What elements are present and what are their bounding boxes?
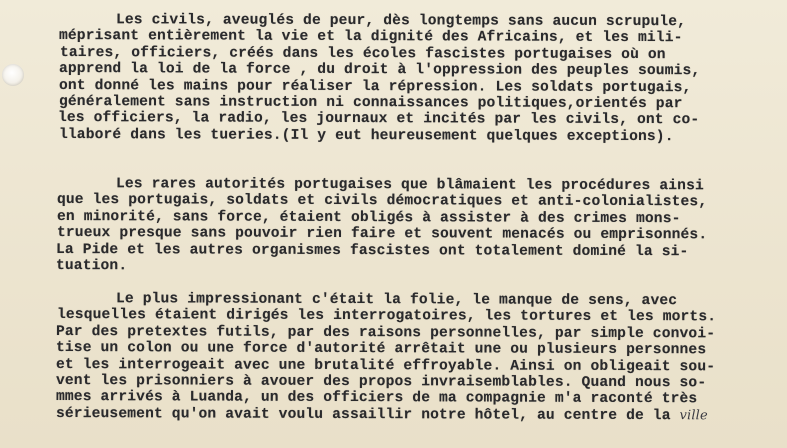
text-line: Les rares autorités portugaises que blâmaient les procédures ainsi xyxy=(115,176,704,195)
text-line: que les portugais, soldats et civils démocratiques et anti-colonialistes, xyxy=(56,192,708,211)
paragraph-autorites xyxy=(55,176,778,275)
text-line: les officiers, la radio, les journaux et incités par les civils, ont co- xyxy=(57,110,700,129)
text-line: apprend la loi de la force , du droit à l'oppression des peuples soumis, xyxy=(58,61,701,80)
handwritten-annotation: ville xyxy=(679,408,708,424)
text-line-content: sérieusement qu'on avait voulu assaillir notre hôtel, au centre de la xyxy=(55,405,671,424)
text-line: tuation. xyxy=(55,258,128,275)
text-line: ont donné les mains pour réaliser la répression. Les soldats portugais, xyxy=(58,77,692,96)
text-line: Le plus impressionant c'était la folie, le manque de sens, avec xyxy=(115,291,678,310)
text-line: méprisant entièrement la vie et la dignité des Africains, et les mili- xyxy=(58,28,683,47)
text-line-last xyxy=(56,406,776,425)
text-line: La Pide et les autres organismes fascistes ont totalement dominé la si- xyxy=(55,241,689,260)
paragraph-civils xyxy=(58,12,778,143)
text-line: vent les prisonniers à avouer des propos invraisemblables. Quand nous so- xyxy=(55,373,707,392)
text-line: et les interrogeait avec une brutalité effroyable. Ainsi on obligeait sou- xyxy=(55,356,716,375)
text-line: en minorité, sans force, étaient obligés à assister à des crimes mons- xyxy=(56,208,681,227)
text-line: tise un colon ou une force d'autorité arrêtait une ou plusieurs personnes xyxy=(55,340,707,359)
text-line: mmes arrivés à Luanda, un des officiers de ma compagnie m'a raconté très xyxy=(55,389,698,408)
paragraph-folie xyxy=(55,291,778,424)
text-line: généralement sans instruction ni connaissances politiques,orientés par xyxy=(58,94,683,113)
text-line: lesquelles étaient dirigés les interrogatoires, les tortures et les morts. xyxy=(56,307,717,326)
text-line: llaboré dans les tueries.(Il y eut heureusement quelques exceptions). xyxy=(58,126,674,145)
text-line: Les civils, aveuglés de peur, dès longtemps sans aucun scrupule, xyxy=(115,12,687,31)
text-line: trueux presque sans pouvoir rien faire et souvent menacés ou emprisonnés. xyxy=(56,225,708,244)
text-line: taires, officiers, créés dans les écoles fascistes portugaises où on xyxy=(59,44,666,63)
text-line: Par des pretextes futils, par des raisons personnelles, par simple convoi- xyxy=(55,323,716,343)
punch-hole xyxy=(2,64,24,86)
